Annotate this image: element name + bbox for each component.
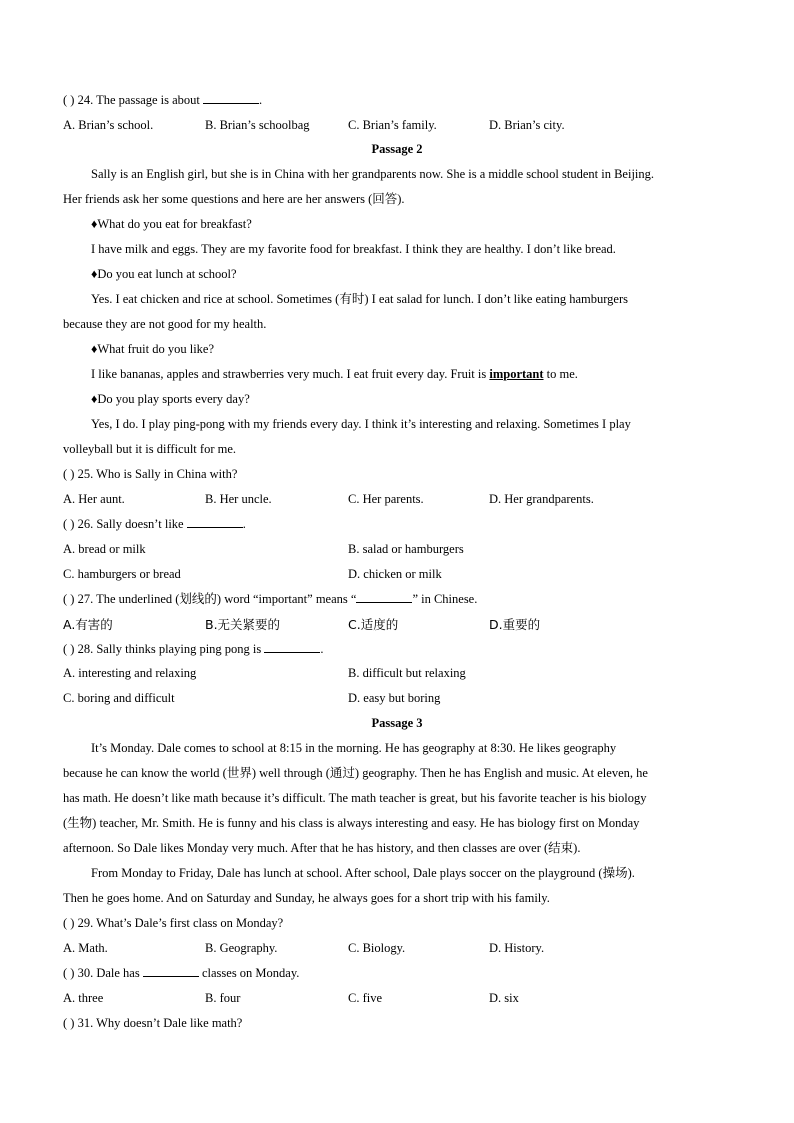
option-c[interactable]: C. Brian’s family. [348,118,437,132]
option-a[interactable]: A. three [63,991,104,1005]
answer-blank[interactable] [143,962,199,977]
answer-blank[interactable] [356,588,412,603]
option-b[interactable]: B. Brian’s schoolbag [205,118,310,132]
passage-2-answer: Yes. I eat chicken and rice at school. Sometimes (有时) I eat salad for lunch. I don’t like eating hamburgers [91,292,629,306]
passage-2-answer: I have milk and eggs. They are my favorite food for breakfast. I think they are healthy. I don’t like bread. [91,242,616,256]
option-c[interactable]: C. Her parents. [348,492,424,506]
question-29 [63,911,732,936]
option-a[interactable]: A. Math. [63,941,108,955]
passage-2-answer: because they are not good for my health. [63,317,267,331]
passage-3-text: Then he goes home. And on Saturday and Sunday, he always goes for a short trip with his family. [63,891,550,905]
passage-3-text: because he can know the world (世界) well through (通过) geography. Then he has English and music. At eleven, he [63,766,648,780]
passage-2-answer: Yes, I do. I play ping-pong with my friends every day. I think it’s interesting and relaxing. Sometimes I play [91,417,631,431]
option-a[interactable]: A. bread or milk [63,542,146,556]
option-b[interactable]: B. salad or hamburgers [348,542,464,556]
option-b[interactable]: B. four [205,991,241,1005]
passage-2-text: Her friends ask her some questions and here are her answers (回答). [63,192,405,206]
option-d[interactable]: D.重要的 [489,617,541,632]
question-stem: 30. Dale has [77,966,140,980]
option-c[interactable]: C. boring and difficult [63,691,175,705]
answer-paren[interactable]: ( ) [63,1016,75,1030]
passage-3-text: has math. He doesn’t like math because it’s difficult. The math teacher is great, but his favorite teacher is his biology [63,791,647,805]
passage-2-question: ♦Do you eat lunch at school? [91,267,237,281]
option-d[interactable]: D. chicken or milk [348,567,442,581]
answer-paren[interactable]: ( ) [63,467,75,481]
passage-2-question: ♦What do you eat for breakfast? [91,217,252,231]
answer-paren[interactable]: ( ) [63,642,75,656]
option-a[interactable]: A.有害的 [63,617,113,632]
option-c[interactable]: C. hamburgers or bread [63,567,181,581]
question-stem: 28. Sally thinks playing ping pong is [77,642,262,656]
option-a[interactable]: A. Brian’s school. [63,118,154,132]
question-stem: 24. The passage is about [77,93,200,107]
question-24: ( ) 24. The passage is about . [63,88,732,113]
option-b[interactable]: B.无关紧要的 [205,617,281,632]
option-d[interactable]: D. Her grandparents. [489,492,594,506]
answer-paren[interactable]: ( ) [63,517,75,531]
answer-paren[interactable]: ( ) [63,93,75,107]
question-stem: 26. Sally doesn’t like [77,517,184,531]
option-b[interactable]: B. Geography. [205,941,278,955]
passage-3-text: From Monday to Friday, Dale has lunch at school. After school, Dale plays soccer on the playground (操场). [91,866,635,880]
answer-blank[interactable] [187,513,243,528]
passage-2-title: Passage 2 [371,142,423,156]
question-stem: 25. Who is Sally in China with? [77,467,238,481]
answer-paren[interactable]: ( ) [63,966,75,980]
option-b[interactable]: B. Her uncle. [205,492,272,506]
question-28: ( ) 28. Sally thinks playing ping pong is . [63,637,732,662]
answer-paren[interactable]: ( ) [63,592,75,606]
passage-3-title: Passage 3 [371,716,423,730]
option-c[interactable]: C. Biology. [348,941,406,955]
passage-2-answer: volleyball but it is difficult for me. [63,442,237,456]
question-26: ( ) 26. Sally doesn’t like . [63,512,732,537]
passage-3-text: It’s Monday. Dale comes to school at 8:15 in the morning. He has geography at 8:30. He likes geography [91,741,617,755]
question-31 [63,1011,732,1036]
question-25 [63,462,732,487]
answer-blank[interactable] [203,89,259,104]
question-stem: 29. What’s Dale’s first class on Monday? [77,916,284,930]
question-stem: 31. Why doesn’t Dale like math? [77,1016,243,1030]
passage-2-answer: I like bananas, apples and strawberries very much. I eat fruit every day. Fruit is important to me. [91,367,578,381]
option-c[interactable]: C.适度的 [348,617,399,632]
option-a[interactable]: A. interesting and relaxing [63,666,197,680]
passage-2-question: ♦What fruit do you like? [91,342,215,356]
question-27: ( ) 27. The underlined (划线的) word “important” means “ ” in Chinese. [63,587,732,612]
answer-paren[interactable]: ( ) [63,916,75,930]
option-c[interactable]: C. five [348,991,383,1005]
option-d[interactable]: D. six [489,991,519,1005]
option-d[interactable]: D. easy but boring [348,691,441,705]
passage-2-text: Sally is an English girl, but she is in China with her grandparents now. She is a middle school student in Beijing. [91,167,655,181]
option-d[interactable]: D. Brian’s city. [489,118,565,132]
question-30: ( ) 30. Dale has classes on Monday. [63,961,732,986]
answer-blank[interactable] [264,638,320,653]
question-stem: 27. The underlined (划线的) word “important” means “ [77,592,357,606]
option-b[interactable]: B. difficult but relaxing [348,666,466,680]
passage-3-text: afternoon. So Dale likes Monday very much. After that he has history, and then classes are over (结束). [63,841,581,855]
passage-3-text: (生物) teacher, Mr. Smith. He is funny and his class is always interesting and easy. He has biology first on Monday [63,816,640,830]
passage-2-question: ♦Do you play sports every day? [91,392,250,406]
option-d[interactable]: D. History. [489,941,545,955]
option-a[interactable]: A. Her aunt. [63,492,125,506]
underlined-word: important [489,367,544,381]
